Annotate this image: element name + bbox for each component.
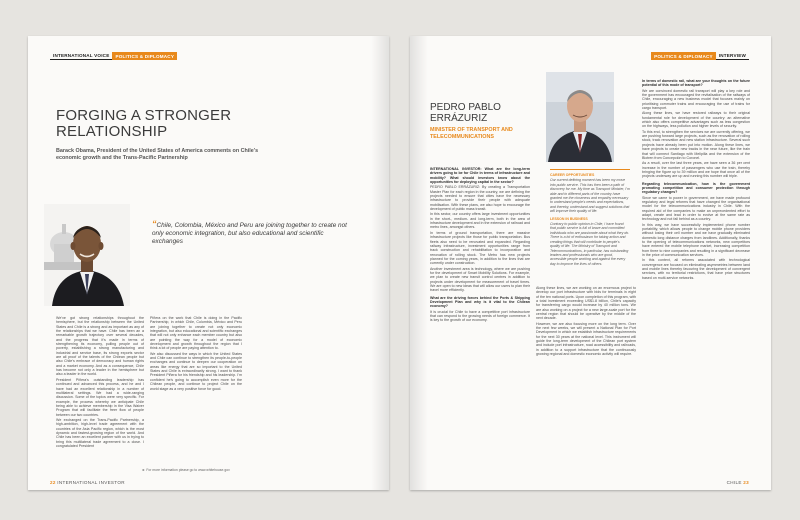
paragraph: We’ve got strong relationships throughout the hemisphere, but the relationship between the United States and Chile is a strong and as important as any of the relationships that we have. Chile has been an a remarkable growth trajectory over several decades, and the progress that it’s made in terms of strengthening its economy, pulling people out of poverty, establishing a strong manufacturing and industrial and service base, its strong exports sector are all proof of the talents of the Chilean people but also Chile’s embrace of democracy and human rights and a market economy. And as a consequence, Chile has become not only a leader in the hemisphere but also a leader in the world. [56, 316, 144, 377]
body-column-2 [536, 286, 636, 358]
section-header [50, 52, 177, 60]
body-column-1 [56, 316, 144, 449]
interview-question: In terms of domestic rail, what are your thoughts on the future potential of this mode of transport? [642, 79, 750, 88]
paragraph: Along these lines, we have restored railways to their original fundamental role for development of the country: an alternative which also offers competitive advantages such as less congestion on the highways, less pollution and higher levels of security. [642, 111, 750, 129]
gutter-shadow [410, 36, 428, 490]
sidebox [550, 172, 630, 266]
interview-question: Regarding telecommunication, how is the government promoting competition and consumer protection through regulatory changes? [642, 181, 750, 195]
publication-name: CHILE [726, 480, 742, 485]
pull-quote-text: Chile, Colombia, México and Peru are joining together to create not only economic integration, but also educational and scientific exchanges [152, 222, 347, 245]
paragraph: In terms of ground transportation, there are massive infrastructure projects like those for public transportation. Bus fleets also need to be renovated and expanded. Regarding railway infrastructure, investment opportunities range from track construction and rehabilitation to incorporation and renovation of rolling stock. The Metro has new projects planned for the coming years, in addition to the lines that are currently under construction. [430, 230, 530, 266]
left-page [28, 36, 389, 490]
paragraph: We are convinced domestic rail transport will play a key role and the government has encouraged the revitalisation of the railways of Chile, encouraging a new business model that focuses mainly on prioritising commuter trains and encouraging the use of trains for cargo transport. [642, 88, 750, 111]
paragraph: PEDRO PABLO ERRÁZURIZ: By creating a Transportation Master Plan for each region in the country, we are defining the projects needed to ensure that cities have the necessary infrastructure to provide their people with adequate mobilisation. With these plans, we also hope to encourage the development of public mass transit. [430, 185, 530, 212]
perez-portrait [546, 72, 614, 162]
interview-question: INTERNATIONAL INVESTOR: What are the long-term drivers going to be for Chile in terms of infrastructure and mobility? What should investors know about the opportunities for deploying capital in the sector? [430, 167, 530, 185]
paragraph: In this context, all reforms associated with technological convergence are focused on eliminating asymmetries between land and mobile lines thereby favouring the development of convergent services, with no territorial restrictions, that have price structures based on multi-service networks. [642, 258, 750, 280]
paragraph: In this way, we have successfully implemented phone number portability, which allows people to change mobile phone providers without losing their cell number and we have gradually eliminated domestic long distance charges from landlines. Additionally, thanks to the opening of telecommunications networks, new competitors have entered the mobile telephone market, increasing competition from three to nine companies and resulting in a significant decrease in the price of communication services. [642, 222, 750, 258]
paragraph: Piñera on the work that Chile is doing in the Pacific Partnership, in which Chile, Colombia, México and Peru are joining together to create not only economic integration, but also educational and scientific exchanges that will not only enhance each member country but also are pointing the way for a model of economic development and growth throughout the region that I think a lot of people are paying attention to. [150, 316, 242, 351]
article-title: FORGING A STRONGER RELATIONSHIP [56, 107, 232, 140]
sidebox-text: Our current defining moment has been my move into public service. This has then been a path of discovery for me. My time as Transport Minister, I’m able and in different parts of the country have granted me the closeness and empathy necessary to understand people’s needs and expectations, and thereby, understand and suggest solutions that will improve their quality of life. [550, 178, 630, 214]
pull-quote [152, 220, 352, 246]
section-header [651, 52, 749, 60]
gutter-shadow [371, 36, 389, 490]
paragraph: We also discussed the ways in which the United States and Chile can continue to strengthen its people-to-people exchanges and continue to deepen our cooperation on areas like energy that are so important to the United States and Chile is extraordinarily strong. I want to thank President Piñera for his friendship and his leadership. I’m confident he’s going to accomplish even more for the Chilean people, and continue to project Chile on the world stage as a very positive force for good. [150, 351, 242, 391]
page-footer [727, 480, 749, 485]
footnote-marker: ► [142, 468, 147, 472]
sidebox-text: Contrary to public opinion in Chile, I have found that public service is full of brave and committed individuals who are passionate about what they do. There is a lot of enthusiasm for taking action and creating things that will contribute to people’s quality of life. The Ministry of Transport and Telecommunications, in particular, has outstanding leaders and professionals who are good, accessible people working and against the every day to improve the lives of others. [550, 222, 630, 266]
paragraph: Since we came to power in government, we have made profound regulatory and legal reforms that have changed the organisational model for the telecommunications industry in Chile. With the required aid of the companies to make an unprecedented effort to adapt, create and lead in order to evolve at the same rate as technology and not fall behind as a country. [642, 195, 750, 222]
portrait-illustration [546, 72, 614, 162]
paragraph: To this end, to strengthen the services we are currently offering, we are pushing forward large projects, such as the renovation of rolling stock, track renovation and new station infrastructure. Several such projects have already been put into motion. Along these lines, we have projects to create new tracks in the near future, like the train that will connect Santiago with Melipilla and the extension of the Biotren from Concepción to Coronel. [642, 129, 750, 160]
obama-portrait [44, 204, 130, 306]
paragraph: As a result, over the last three years, we have seen a 36 per cent increase in the number of passengers who use the train, thereby bringing the figure up to 39 million and we hope that once all of the projects underway are up and running this number will triple. [642, 161, 750, 179]
section-label: INTERVIEW [716, 52, 749, 60]
portrait-illustration [44, 204, 130, 306]
paragraph: President Piñera’s outstanding leadership has continued and advanced this process, and he and I have had an excellent relationship in a number of multilateral settings. We had a wide-ranging discussion. Some of the topics were very specific. For example, the process whereby we anticipate Chile being able to achieve membership in the Visa Waiver Program that will facilitate the freer flow of people between our two countries. [56, 377, 144, 417]
body-column-1 [430, 164, 530, 324]
footnote-text: For more information please go to www.whitehouse.gov [146, 468, 230, 472]
article-subtitle: Barack Obama, President of the United States of America comments on Chile’s economic growth and the Trans-Pacific Partnership [56, 148, 259, 161]
section-label: INTERNATIONAL VOICE [50, 52, 112, 60]
section-tag: POLITICS & DIPLOMACY [651, 52, 716, 60]
page-number: 22 [50, 480, 56, 485]
paragraph: However, we are also focusing more on the long term. Over the next few weeks, we will present a National Plan for Port Development in which we establish infrastructure requirements for the next 30 years at the national level. This instrument will guide the long-term development of the Chilean port system and include port infrastructure, road accessibility and railroads, in addition to a support infrastructure that the continuously growing regional and domestic economic activity will require. [536, 321, 636, 357]
body-column-3 [642, 76, 750, 281]
publication-name: INTERNATIONAL INVESTOR [57, 480, 125, 485]
body-column-2 [150, 316, 242, 392]
sidebox-heading: LESSON IN BUSINESS [550, 216, 588, 221]
right-page [410, 36, 771, 490]
section-tag: POLITICS & DIPLOMACY [112, 52, 177, 60]
interviewee-name: PEDRO PABLO ERRÁZURIZ [430, 102, 501, 124]
interview-question: What are the driving forces behind the Ports & Shipping Development Plan and why is it vital to the Chilean economy? [430, 295, 530, 309]
sidebox-heading: CAREER OPPORTUNITIES [550, 173, 595, 177]
paragraph: We exchanged on the Trans-Pacific Partnership, a high-ambition, high-level trade agreement with the countries of the Asia Pacific region, which is the most dynamic and fastest-growing region of the world. And Chile has been an excellent partner with us in trying to bring this multilateral trade agreement to a close. I congratulated President [56, 417, 144, 448]
page-number: 23 [743, 480, 749, 485]
sidebox-rule [550, 169, 630, 170]
paragraph: In this sector, our country offers large investment opportunities in the short-, medium- and long-term, both in the area of infrastructure development and in the extension of railroad and metro lines, amongst others. [430, 212, 530, 230]
paragraph: Another investment area is technology, where we are pushing for the development of Smart Mobility Solutions. For example, we plan to create new transit control centres in addition to projects under development for measurement of travel times. We are open to new ideas that will allow our users to plan their travel more efficiently. [430, 266, 530, 293]
footnote [142, 468, 230, 472]
paragraph: It is crucial for Chile to have a competitive port infrastructure that can respond to the growing needs of foreign commerce. It is key to the growth of our economy. [430, 309, 530, 323]
quote-mark-icon: “ [152, 219, 157, 229]
paragraph: Along these lines, we are working on an enormous project to develop our port infrastructure with bids for terminals in eight of the ten national ports. Upon completion of this program, with a total investment exceeding US$1.8 billion, Chile’s capacity for transferring cargo would increase by 40 million tons. We are also working on a project for a new large-scale port for the central region that should be operative by the middle of the next decade. [536, 286, 636, 321]
interviewee-role: MINISTER OF TRANSPORT AND TELECOMMUNICATIONS [430, 127, 513, 140]
page-footer [50, 480, 125, 485]
